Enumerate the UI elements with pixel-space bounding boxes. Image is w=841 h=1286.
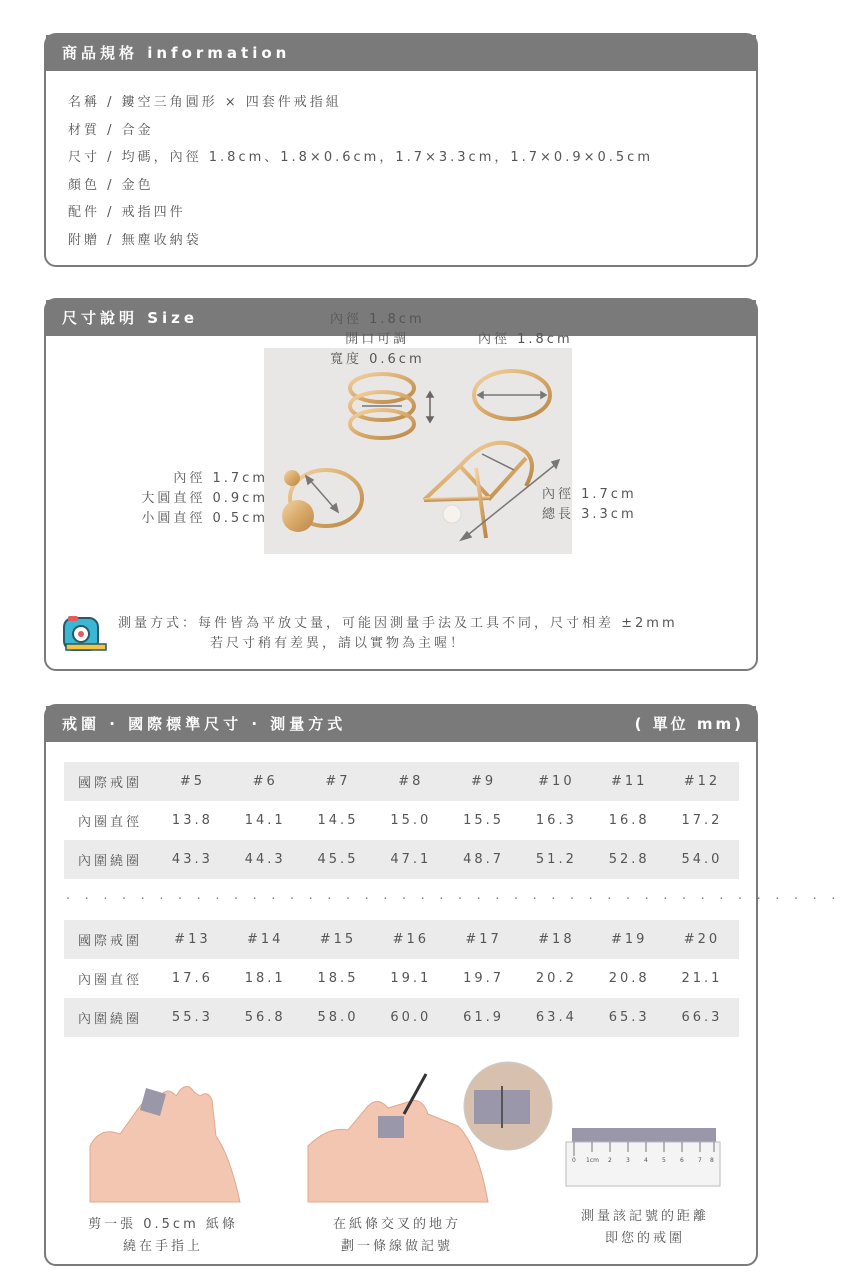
- table-cell: 61.9: [463, 1010, 505, 1025]
- table-cell: 18.1: [244, 971, 286, 986]
- step2-caption: [304, 1214, 490, 1258]
- row-label: 內圍繞圈: [78, 854, 143, 869]
- table-cell: 63.4: [535, 1010, 577, 1025]
- row-label: 內圍繞圈: [78, 1012, 143, 1027]
- spec-row-size: 尺寸 / 均碼，內徑 1.8cm、1.8×0.6cm，1.7×3.3cm，1.7×0.9×0.5cm: [68, 150, 653, 166]
- table-cell: #20: [683, 932, 721, 947]
- table-cell: #12: [683, 774, 721, 789]
- spec-header: 商品規格 information: [46, 35, 756, 71]
- ring-size-header: [46, 706, 756, 742]
- table-cell: #14: [246, 932, 284, 947]
- table-cell: 58.0: [317, 1010, 359, 1025]
- ruler-tick-label: 5: [662, 1157, 666, 1164]
- table-row: [64, 920, 739, 959]
- table-cell: 52.8: [608, 852, 650, 867]
- table-cell: #6: [252, 774, 278, 789]
- table-cell: 18.5: [317, 971, 359, 986]
- step3-caption: [552, 1206, 738, 1250]
- table-cell: 20.8: [608, 971, 650, 986]
- table-cell: 16.8: [608, 813, 650, 828]
- ruler-tick-label: 4: [644, 1157, 648, 1164]
- callout-disc-ring-line2: 大圓直徑 0.9cm: [141, 491, 268, 506]
- spec-row-material: 材質 / 合金: [68, 122, 154, 138]
- dotted-divider: . . . . . . . . . . . . . . . . . . . . . . . . . . . . . . . . . . . . . . . . . .: [66, 888, 841, 903]
- ring-size-unit: ( 單位 mm): [634, 715, 744, 733]
- ruler-tick-label: 7: [698, 1157, 702, 1164]
- table-cell: 14.5: [317, 813, 359, 828]
- step1-hand-illustration: [80, 1076, 250, 1202]
- step1-caption-line1: 剪一張 0.5cm 紙條: [88, 1217, 238, 1232]
- table-cell: 21.1: [681, 971, 723, 986]
- table-row: [64, 840, 739, 879]
- table-cell: 66.3: [681, 1010, 723, 1025]
- callout-thin-ring: [478, 330, 573, 350]
- step2-hand-illustration: [308, 1066, 548, 1202]
- step2-illustration: [308, 1066, 548, 1202]
- table-cell: 19.7: [463, 971, 505, 986]
- spec-row-accessory: 配件 / 戒指四件: [68, 205, 186, 221]
- callout-thin-ring-line1: 內徑 1.8cm: [478, 332, 573, 347]
- step3-ruler-illustration: [562, 1126, 722, 1196]
- ruler-tick-label: 8: [710, 1157, 714, 1164]
- row-label: 國際戒圍: [78, 934, 143, 949]
- callout-disc-ring-line3: 小圓直徑 0.5cm: [141, 511, 268, 526]
- step2-caption-line2: 劃一條線做記號: [340, 1239, 453, 1254]
- spec-row-name: 名稱 / 鏤空三角圓形 × 四套件戒指組: [68, 95, 342, 110]
- table-cell: 15.0: [390, 813, 432, 828]
- ruler-tick-label: 2: [608, 1157, 612, 1164]
- ruler-tick-label: 0: [572, 1157, 576, 1164]
- table-cell: #9: [471, 774, 497, 789]
- table-cell: 60.0: [390, 1010, 432, 1025]
- table-cell: #10: [538, 774, 575, 789]
- callout-double-ring: [330, 310, 425, 370]
- table-cell: 45.5: [317, 852, 359, 867]
- table-cell: #19: [610, 932, 648, 947]
- callout-triangle-ring-line2: 總長 3.3cm: [542, 507, 637, 522]
- spec-list: [46, 71, 756, 255]
- table-row: [64, 801, 739, 840]
- table-cell: 47.1: [390, 852, 432, 867]
- table-cell: 14.1: [244, 813, 286, 828]
- table-cell: #5: [179, 774, 205, 789]
- table-cell: 43.3: [171, 852, 213, 867]
- table-cell: 20.2: [535, 971, 577, 986]
- callout-double-ring-line2: 開口可調: [345, 332, 410, 347]
- callout-disc-ring-line1: 內徑 1.7cm: [173, 471, 268, 486]
- measure-note: [118, 614, 678, 654]
- measure-note-line1: 測量方式：每件皆為平放丈量，可能因測量手法及工具不同，尺寸相差 ±2mm: [118, 616, 678, 631]
- table-cell: 15.5: [463, 813, 505, 828]
- table-cell: 19.1: [390, 971, 432, 986]
- step3-caption-line1: 測量該記號的距離: [580, 1209, 709, 1224]
- table-cell: 51.2: [535, 852, 577, 867]
- ring-size-title: 戒圍 · 國際標準尺寸 · 測量方式: [62, 715, 347, 733]
- measure-note-line2: 若尺寸稍有差異，請以實物為主喔！: [210, 636, 467, 651]
- table-cell: 56.8: [244, 1010, 286, 1025]
- spec-row-color: 顏色 / 金色: [68, 177, 154, 193]
- callout-triangle-ring-line1: 內徑 1.7cm: [542, 487, 637, 502]
- ruler-tick-label: 3: [626, 1157, 630, 1164]
- rings-illustration: [264, 348, 572, 554]
- callout-disc-ring: [136, 469, 268, 529]
- step2-caption-line1: 在紙條交叉的地方: [332, 1217, 461, 1232]
- size-table-1: [64, 762, 739, 879]
- size-panel: [44, 298, 758, 671]
- table-cell: 54.0: [681, 852, 723, 867]
- ruler-tick-label: 6: [680, 1157, 684, 1164]
- step1-caption: [70, 1214, 256, 1258]
- step3-caption-line2: 即您的戒圍: [604, 1231, 685, 1246]
- size-header: 尺寸說明 Size: [46, 300, 756, 336]
- callout-double-ring-line3: 寬度 0.6cm: [330, 352, 425, 367]
- pearl: [443, 505, 461, 523]
- step1-caption-line2: 繞在手指上: [122, 1239, 203, 1254]
- table-cell: #13: [174, 932, 211, 947]
- table-cell: #18: [538, 932, 575, 947]
- table-cell: 44.3: [244, 852, 286, 867]
- ring-size-panel: [44, 704, 841, 1266]
- ruler-tick-label: 1cm: [586, 1157, 599, 1164]
- table-cell: #7: [325, 774, 351, 789]
- spec-row-gift: 附贈 / 無塵收納袋: [68, 232, 202, 248]
- table-cell: #16: [392, 932, 429, 947]
- table-cell: 48.7: [463, 852, 505, 867]
- table-cell: 17.2: [681, 813, 723, 828]
- size-table-2: [64, 920, 739, 1037]
- table-cell: #11: [610, 774, 648, 789]
- row-label: 內圈直徑: [78, 815, 143, 830]
- row-label: 國際戒圍: [78, 776, 143, 791]
- table-cell: 65.3: [608, 1010, 650, 1025]
- table-cell: 13.8: [171, 813, 213, 828]
- row-label: 內圈直徑: [78, 973, 143, 988]
- measuring-tape-icon: [62, 614, 108, 654]
- callout-triangle-ring: [542, 485, 637, 525]
- table-cell: #15: [319, 932, 357, 947]
- table-row: [64, 998, 739, 1037]
- spec-panel: [44, 33, 758, 267]
- table-cell: 55.3: [171, 1010, 213, 1025]
- callout-double-ring-line1: 內徑 1.8cm: [330, 312, 425, 327]
- table-cell: 16.3: [535, 813, 577, 828]
- rings-photo: [264, 348, 572, 554]
- table-cell: #17: [465, 932, 502, 947]
- table-cell: 17.6: [171, 971, 213, 986]
- table-row: [64, 762, 739, 801]
- table-row: [64, 959, 739, 998]
- table-cell: #8: [398, 774, 424, 789]
